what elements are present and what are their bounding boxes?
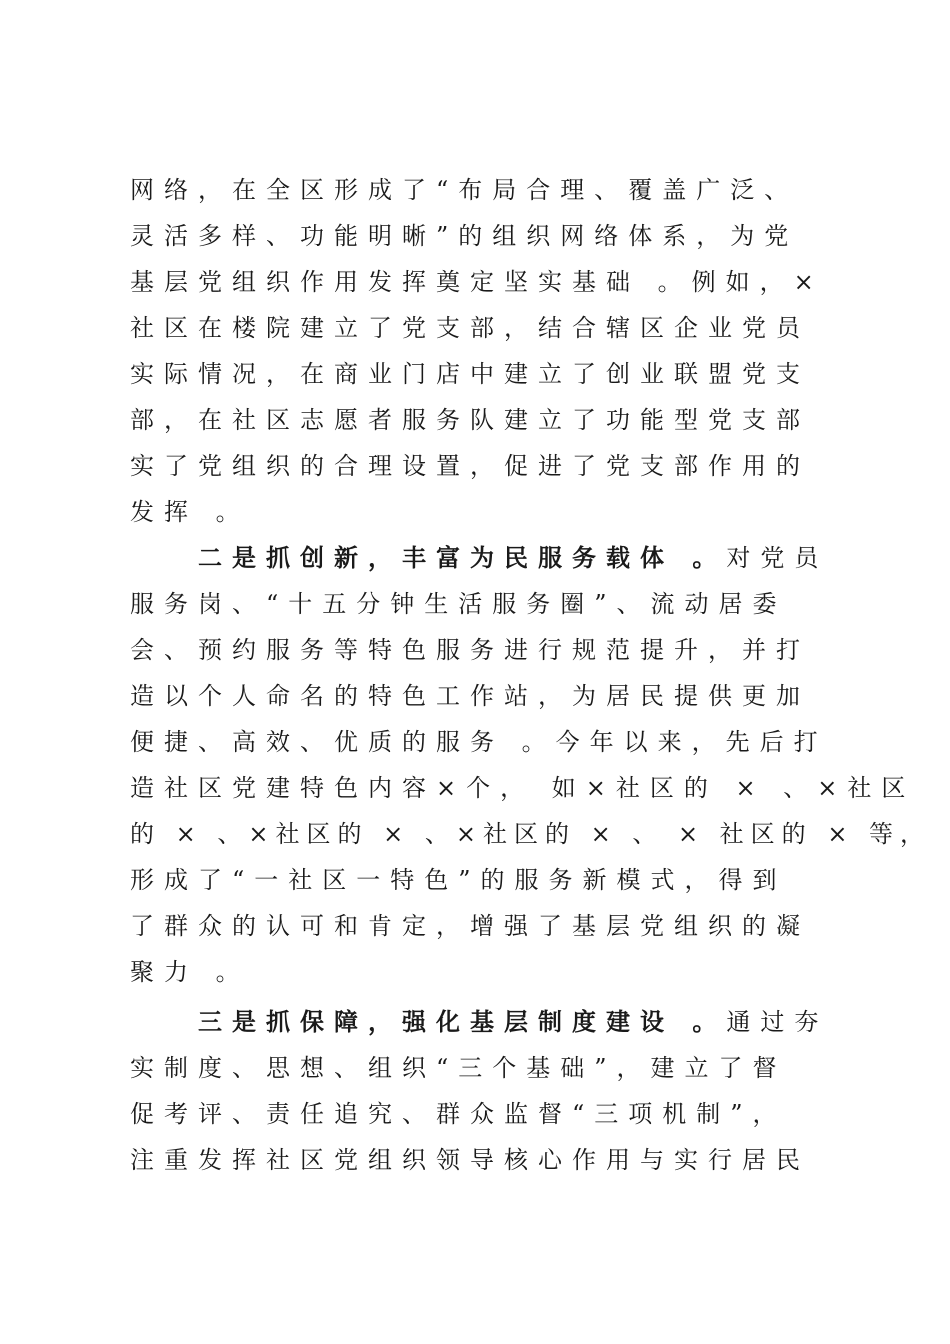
text-line: 部，在社区志愿者服务队建立了功能型党支部 [130, 406, 810, 434]
text-line: 便捷、高效、优质的服务 。今年以来，先后打 [130, 728, 828, 756]
paragraph-lead-heading: 二是抓创新，丰富为民服务载体 。 [198, 543, 727, 572]
paragraph-text: 对党员 [726, 544, 829, 572]
paragraph-first-line [198, 1002, 828, 1042]
text-line: 发挥 。 [130, 498, 250, 526]
paragraph-first-line [198, 538, 828, 578]
text-line: 社区在楼院建立了党支部，结合辖区企业党员 [130, 314, 810, 342]
text-line: 网络，在全区形成了“布局合理、覆盖广泛、 [130, 176, 799, 204]
text-line: 促考评、责任追究、群众监督“三项机制”， [130, 1100, 787, 1128]
text-line: 造以个人命名的特色工作站，为居民提供更加 [130, 682, 810, 710]
text-line: 基层党组织作用发挥奠定坚实基础 。例如，× [130, 268, 824, 296]
paragraph-lead-heading: 三是抓保障，强化基层制度建设 。 [198, 1007, 727, 1036]
text-line: 造社区党建特色内容×个， 如×社区的 × 、×社区 [130, 774, 916, 802]
text-line: 了群众的认可和肯定，增强了基层党组织的凝 [130, 912, 810, 940]
text-line: 聚力 。 [130, 958, 250, 986]
text-line: 实际情况，在商业门店中建立了创业联盟党支 [130, 360, 810, 388]
text-line: 灵活多样、功能明晰”的组织网络体系，为党 [130, 222, 799, 250]
text-line: 实制度、思想、组织“三个基础”，建立了督 [130, 1054, 787, 1082]
text-line: 会、预约服务等特色服务进行规范提升，并打 [130, 636, 810, 664]
text-line: 注重发挥社区党组织领导核心作用与实行居民 [130, 1146, 810, 1174]
text-line: 的 × 、×社区的 × 、×社区的 × 、 × 社区的 × 等， [130, 820, 932, 848]
paragraph-text: 通过夯 [726, 1008, 829, 1036]
text-line: 实了党组织的合理设置，促进了党支部作用的 [130, 452, 810, 480]
text-line: 形成了“一社区一特色”的服务新模式，得到 [130, 866, 787, 894]
text-line: 服务岗、“十五分钟生活服务圈”、流动居委 [130, 590, 787, 618]
